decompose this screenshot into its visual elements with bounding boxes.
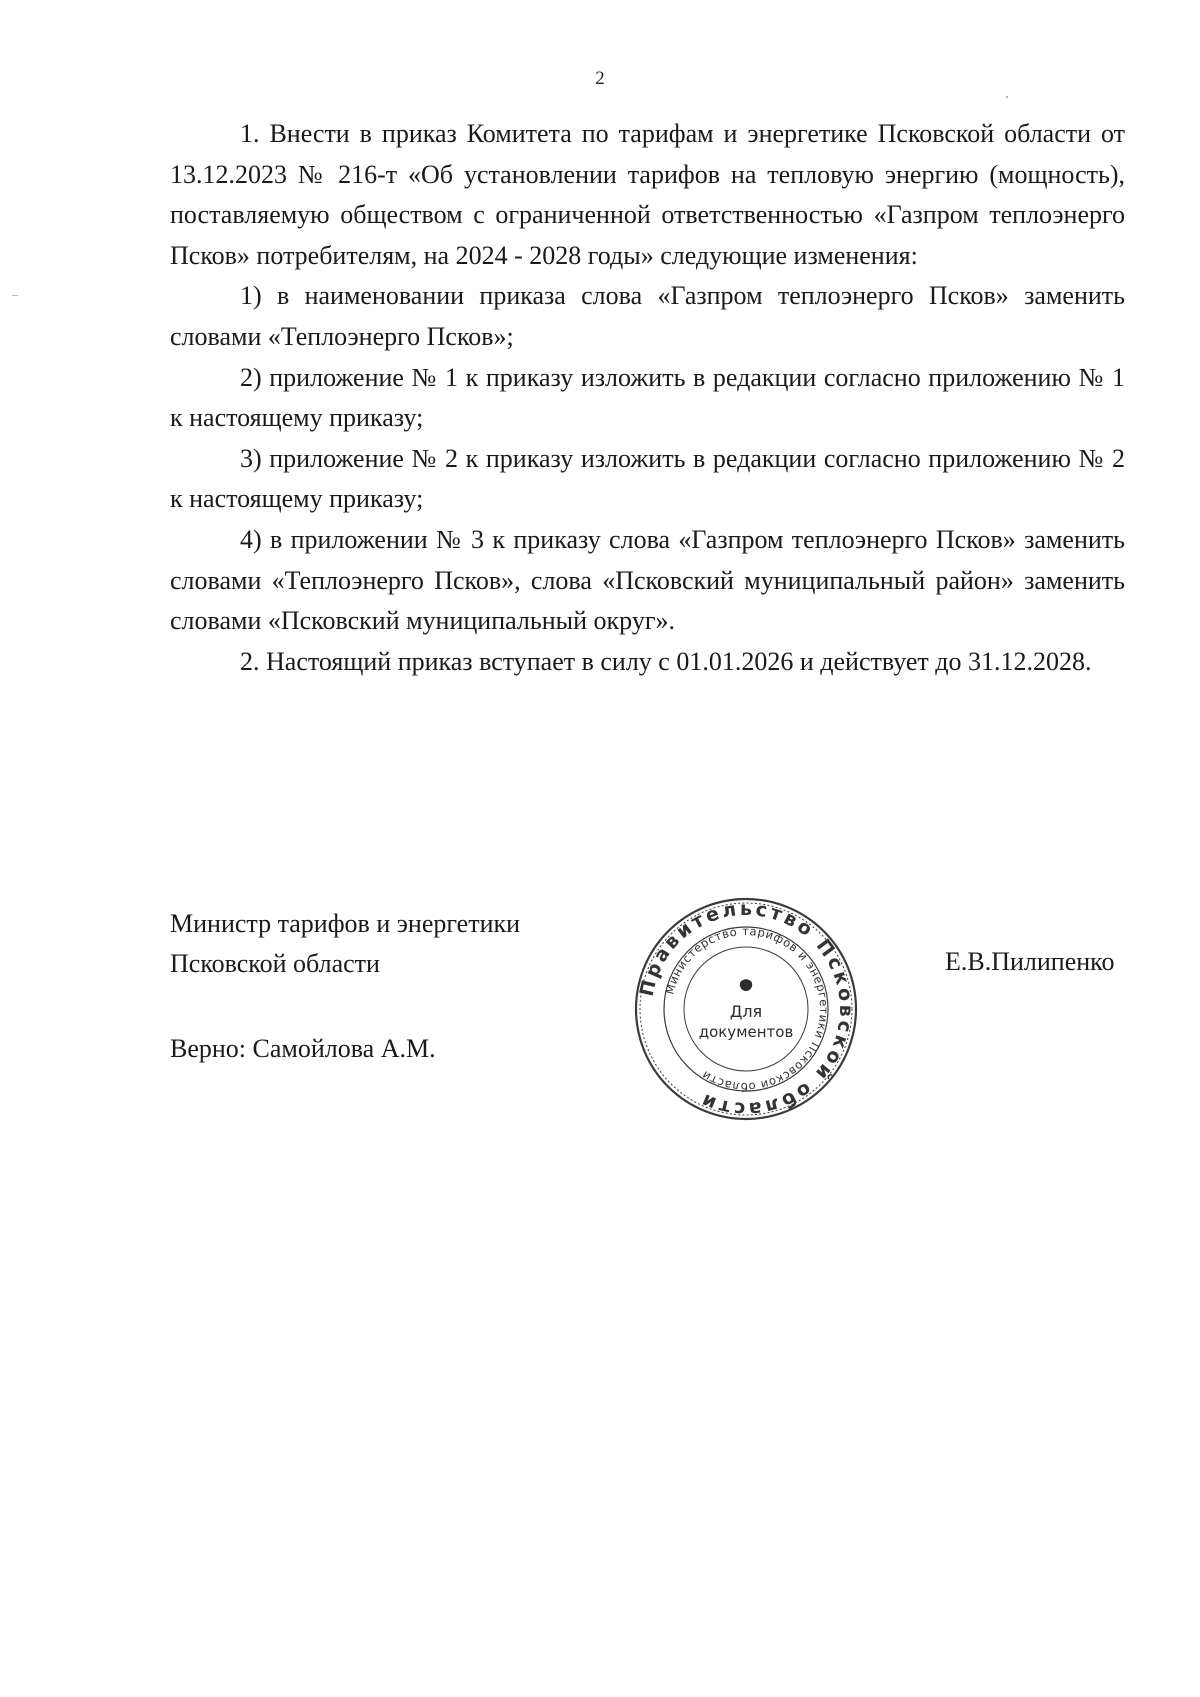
signer-title-line-1: Министр тарифов и энергетики: [170, 909, 521, 938]
coat-of-arms-icon: [740, 979, 752, 991]
order-body: [170, 114, 1125, 682]
paragraph-subitem-2: 2) приложение № 1 к приказу изложить в редакции согласно приложению № 1 к настоящему приказу;: [170, 362, 1125, 433]
margin-mark: [12, 295, 18, 296]
page-number: 2: [595, 68, 605, 89]
signer-title-line-2: Псковской области: [170, 949, 380, 978]
seal-center-line-1: Для: [729, 1002, 763, 1021]
signer-title: [170, 904, 520, 984]
paragraph-subitem-3: 3) приложение № 2 к приказу изложить в редакции согласно приложению № 2 к настоящему приказу;: [170, 443, 1125, 514]
scan-speck: [1006, 96, 1008, 98]
paragraph-item-2: 2. Настоящий приказ вступает в силу с 01.01.2026 и действует до 31.12.2028.: [240, 646, 1092, 676]
signer-name: Е.В.Пилипенко: [945, 947, 1115, 976]
paragraph-subitem-4: 4) в приложении № 3 к приказу слова «Газпром теплоэнерго Псков» заменить словами «Теплоэнерго Псков», слова «Псковский муниципальный район» заменить словами «Псковский муниципальный округ».: [170, 524, 1125, 636]
seal-inner-text: Министерство тарифов и энергетики Псковской области: [662, 923, 832, 1095]
paragraph-subitem-1: 1) в наименовании приказа слова «Газпром теплоэнерго Псков» заменить словами «Теплоэнерго Псков»;: [170, 281, 1125, 351]
certified-copy-note: Верно: Самойлова А.М.: [170, 1034, 436, 1063]
paragraph-item-1: 1. Внести в приказ Комитета по тарифам и энергетике Псковской области от 13.12.2023 № 216-т «Об установлении тарифов на тепловую энергию (мощность), поставляемую обществом с ограниченной ответственностью «Газпром теплоэнерго Псков» потребителям, на 2024 - 2028 годы» следующие изменения:: [170, 119, 1125, 270]
official-seal: [632, 895, 860, 1123]
seal-center-line-2: документов: [698, 1023, 794, 1041]
seal-outer-text: Правительство Псковской области: [635, 897, 858, 1121]
seal-graphic: [632, 895, 860, 1123]
